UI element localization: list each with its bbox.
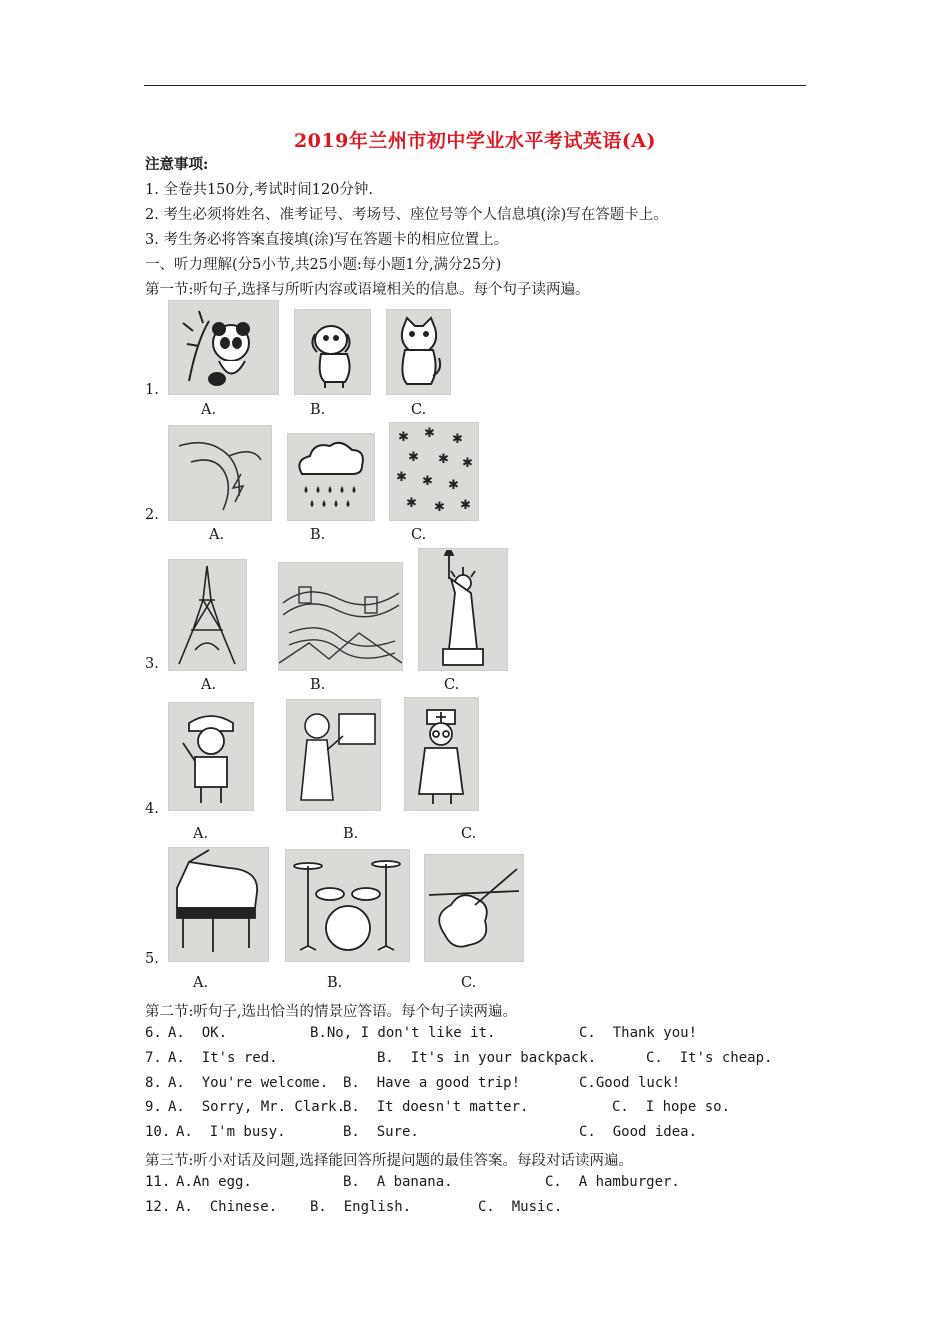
violin-picture (424, 854, 524, 962)
option-label: B. (310, 402, 326, 418)
kitten-picture (386, 309, 451, 395)
question-number: 2. (145, 507, 159, 523)
note-item: 1. 全卷共150分,考试时间120分钟. (145, 182, 374, 198)
question-number: 12. (145, 1199, 171, 1215)
rainy-picture (287, 433, 375, 521)
option-a: A.An egg. (176, 1174, 252, 1190)
eiffel-tower-picture (168, 559, 247, 671)
option-c: C. Music. (478, 1199, 563, 1215)
option-a: A. You're welcome. (168, 1075, 329, 1091)
section3-heading: 第三节:听小对话及问题,选择能回答所提问题的最佳答案。每段对话读两遍。 (145, 1153, 633, 1169)
question-number: 7. (145, 1050, 162, 1066)
option-label: C. (461, 826, 477, 842)
question-number: 11. (145, 1174, 171, 1190)
svg-text:✱: ✱ (460, 498, 471, 513)
svg-text:✱: ✱ (396, 470, 407, 485)
option-a: A. It's red. (168, 1050, 278, 1066)
panda-picture (168, 300, 279, 395)
option-label: C. (461, 975, 477, 991)
option-b: B. It's in your backpack. (377, 1050, 597, 1066)
doctor-picture (404, 697, 479, 811)
svg-text:✱: ✱ (452, 432, 463, 447)
section2-heading: 第二节:听句子,选出恰当的情景应答语。每个句子读两遍。 (145, 1004, 517, 1020)
option-b: B.No, I don't like it. (310, 1025, 496, 1041)
option-label: A. (193, 975, 209, 991)
option-b: B. Sure. (343, 1124, 419, 1140)
note-item: 3. 考生务必将答案直接填(涂)写在答题卡的相应位置上。 (145, 232, 509, 248)
great-wall-picture (278, 562, 403, 671)
svg-text:✱: ✱ (462, 456, 473, 471)
svg-text:✱: ✱ (422, 474, 433, 489)
svg-text:✱: ✱ (406, 496, 417, 511)
option-c: C.Good luck! (579, 1075, 681, 1091)
policeman-picture (168, 702, 254, 811)
option-label: B. (343, 826, 359, 842)
header-rule (144, 85, 806, 86)
option-a: A. OK. (168, 1025, 228, 1041)
svg-text:✱: ✱ (434, 500, 445, 515)
teacher-picture (286, 699, 381, 811)
svg-text:✱: ✱ (398, 430, 409, 445)
exam-title: 2019年兰州市初中学业水平考试英语(A) (293, 130, 657, 152)
question-number: 1. (145, 382, 159, 398)
option-label: A. (201, 677, 217, 693)
option-b: B. It doesn't matter. (343, 1099, 529, 1115)
option-label: B. (310, 527, 326, 543)
option-a: A. Sorry, Mr. Clark. (168, 1099, 346, 1115)
option-label: A. (209, 527, 225, 543)
option-label: B. (327, 975, 343, 991)
snowy-picture (389, 422, 479, 521)
question-number: 5. (145, 951, 159, 967)
option-b: B. English. (310, 1199, 412, 1215)
svg-text:✱: ✱ (448, 478, 459, 493)
option-a: A. Chinese. (176, 1199, 278, 1215)
puppy-picture (294, 309, 371, 395)
option-label: A. (201, 402, 217, 418)
option-b: B. Have a good trip! (343, 1075, 521, 1091)
option-label: C. (411, 402, 427, 418)
question-number: 3. (145, 656, 159, 672)
option-label: C. (444, 677, 460, 693)
svg-text:✱: ✱ (438, 452, 449, 467)
question-number: 9. (145, 1099, 162, 1115)
option-label: A. (193, 826, 209, 842)
option-b: B. A banana. (343, 1174, 453, 1190)
option-c: C. Thank you! (579, 1025, 698, 1041)
option-a: A. I'm busy. (176, 1124, 286, 1140)
part1-heading: 一、听力理解(分5小节,共25小题:每小题1分,满分25分) (145, 257, 502, 273)
question-number: 6. (145, 1025, 162, 1041)
question-number: 8. (145, 1075, 162, 1091)
option-c: C. A hamburger. (545, 1174, 680, 1190)
question-number: 4. (145, 801, 159, 817)
svg-text:✱: ✱ (408, 450, 419, 465)
question-number: 10. (145, 1124, 171, 1140)
statue-of-liberty-picture (418, 548, 508, 671)
notes-heading: 注意事项: (145, 156, 209, 173)
option-label: C. (411, 527, 427, 543)
option-c: C. It's cheap. (646, 1050, 773, 1066)
section1-heading: 第一节:听句子,选择与所听内容或语境相关的信息。每个句子读两遍。 (145, 282, 590, 298)
svg-text:✱: ✱ (424, 426, 435, 441)
option-c: C. Good idea. (579, 1124, 698, 1140)
piano-picture (168, 847, 269, 962)
drums-picture (285, 849, 410, 962)
windy-picture (168, 425, 272, 521)
option-c: C. I hope so. (612, 1099, 731, 1115)
option-label: B. (310, 677, 326, 693)
note-item: 2. 考生必须将姓名、准考证号、考场号、座位号等个人信息填(涂)写在答题卡上。 (145, 207, 668, 223)
